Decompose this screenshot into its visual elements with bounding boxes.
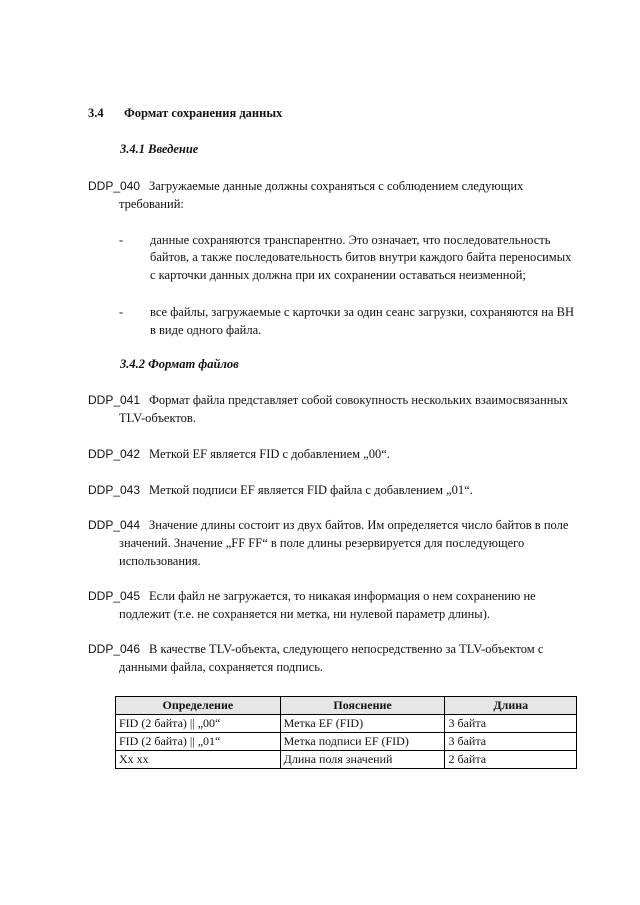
requirement-line: требований: xyxy=(119,197,184,211)
requirement-code: DDP_042 xyxy=(88,447,141,461)
table-row xyxy=(116,733,577,751)
section-title: Формат сохранения данных xyxy=(124,106,283,120)
table-cell: 3 байта xyxy=(445,715,577,733)
requirement-code: DDP_040 xyxy=(88,179,141,193)
requirement-line: Формат файла представляет собой совокупность нескольких взаимосвязанных xyxy=(149,393,569,407)
bullet-line: в виде одного файла. xyxy=(150,323,262,337)
requirement-line: Меткой подписи EF является FID файла с добавлением „01“. xyxy=(149,483,473,497)
table-cell: Xx xx xyxy=(116,751,281,769)
column-header-definition: Определение xyxy=(116,697,281,715)
requirement-line: Меткой EF является FID с добавлением „00“. xyxy=(149,447,390,461)
tlv-format-table xyxy=(115,696,577,769)
table-cell: Метка подписи EF (FID) xyxy=(280,733,445,751)
requirement-line: Значение длины состоит из двух байтов. Им определяется число байтов в поле xyxy=(149,518,569,532)
table-header-row xyxy=(116,697,577,715)
bullet-line: байтов, а также последовательность битов внутри каждого байта переносимых xyxy=(150,250,572,264)
requirement-line: подлежит (т.е. не сохраняется ни метка, ни нулевой параметр длины). xyxy=(119,607,490,621)
table-row xyxy=(116,751,577,769)
column-header-length: Длина xyxy=(445,697,577,715)
table-cell: Длина поля значений xyxy=(280,751,445,769)
requirement-line: использования. xyxy=(119,554,201,568)
section-number: 3.4 xyxy=(88,106,104,120)
table-cell: Метка EF (FID) xyxy=(280,715,445,733)
requirement-line: TLV-объектов. xyxy=(119,411,196,425)
requirement-line: данными файла, сохраняется подпись. xyxy=(119,660,324,674)
requirement-line: значений. Значение „FF FF“ в поле длины резервируется для последующего xyxy=(119,536,525,550)
bullet-marker: - xyxy=(119,233,124,247)
bullet-marker: - xyxy=(119,305,124,319)
requirement-code: DDP_046 xyxy=(88,642,141,656)
requirement-line: В качестве TLV-объекта, следующего непосредственно за TLV-объектом с xyxy=(149,642,544,656)
requirement-line: Если файл не загружается, то никакая информация о нем сохранению не xyxy=(149,589,536,603)
bullet-line: все файлы, загружаемые с карточки за один сеанс загрузки, сохраняются на ВН xyxy=(150,305,574,319)
requirement-code: DDP_043 xyxy=(88,483,141,497)
requirement-code: DDP_045 xyxy=(88,589,141,603)
table-row xyxy=(116,715,577,733)
requirement-line: Загружаемые данные должны сохраняться с соблюдением следующих xyxy=(149,179,524,193)
subsection-title-file-format: 3.4.2 Формат файлов xyxy=(120,357,239,371)
bullet-line: данные сохраняются транспарентно. Это означает, что последовательность xyxy=(150,233,551,247)
table-cell: FID (2 байта) || „00“ xyxy=(116,715,281,733)
subsection-title-intro: 3.4.1 Введение xyxy=(120,142,199,156)
table-cell: FID (2 байта) || „01“ xyxy=(116,733,281,751)
requirement-code: DDP_041 xyxy=(88,393,141,407)
column-header-explanation: Пояснение xyxy=(280,697,445,715)
table-cell: 3 байта xyxy=(445,733,577,751)
requirement-code: DDP_044 xyxy=(88,518,141,532)
bullet-line: с карточки данных должна при их сохранении оставаться неизменной; xyxy=(150,268,526,282)
table-cell: 2 байта xyxy=(445,751,577,769)
